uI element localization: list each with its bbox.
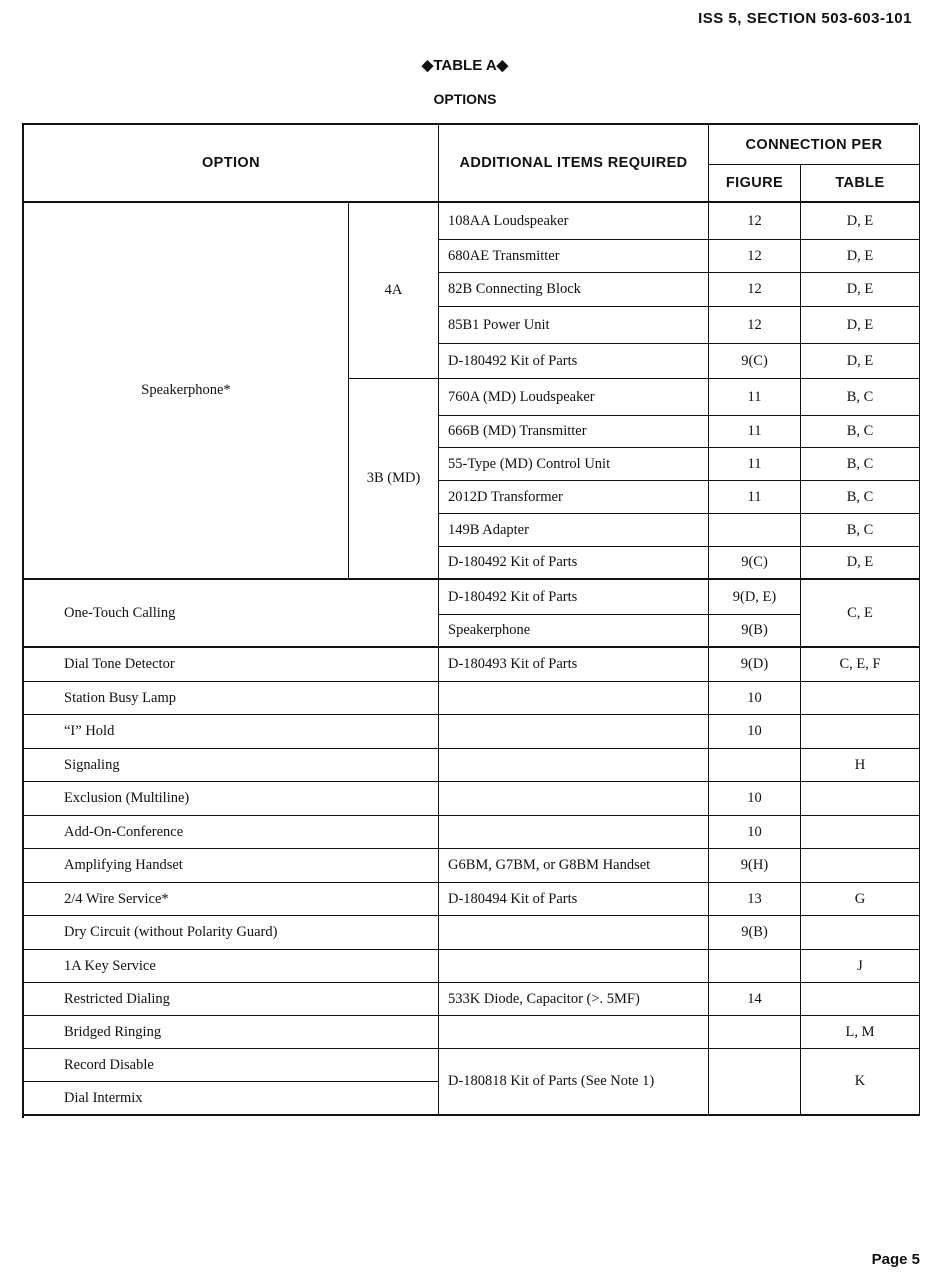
item-cell: D-180494 Kit of Parts [439, 883, 709, 916]
figure-cell: 12 [709, 203, 801, 240]
item-cell: 108AA Loudspeaker [439, 203, 709, 240]
header-items: ADDITIONAL ITEMS REQUIRED [439, 125, 709, 203]
item-cell: 760A (MD) Loudspeaker [439, 379, 709, 416]
item-cell [439, 1016, 709, 1049]
figure-cell [709, 749, 801, 782]
figure-cell: 11 [709, 379, 801, 416]
header-table: TABLE [801, 165, 920, 203]
table-cell: B, C [801, 379, 920, 416]
option-cell: Bridged Ringing [24, 1016, 439, 1049]
table-title [0, 56, 930, 74]
table-cell: C, E [801, 580, 920, 648]
item-cell: D-180493 Kit of Parts [439, 648, 709, 682]
option-cell: “I” Hold [24, 715, 439, 749]
table-cell: K [801, 1049, 920, 1116]
figure-cell [709, 1016, 801, 1049]
figure-cell: 12 [709, 240, 801, 273]
table-title-text: TABLE A [433, 57, 497, 74]
table-cell [801, 983, 920, 1016]
figure-cell: 13 [709, 883, 801, 916]
page-header: ISS 5, SECTION 503-603-101 [698, 10, 912, 27]
item-cell: D-180492 Kit of Parts [439, 547, 709, 580]
table-cell: D, E [801, 273, 920, 307]
options-table [22, 123, 918, 1118]
item-cell: Speakerphone [439, 615, 709, 648]
item-cell: 666B (MD) Transmitter [439, 416, 709, 448]
option-speakerphone: Speakerphone* [24, 203, 349, 580]
figure-cell: 10 [709, 715, 801, 749]
table-cell: D, E [801, 547, 920, 580]
option-cell: Restricted Dialing [24, 983, 439, 1016]
table-cell: D, E [801, 240, 920, 273]
option-cell: Dry Circuit (without Polarity Guard) [24, 916, 439, 950]
figure-cell: 9(C) [709, 344, 801, 379]
header-connection: CONNECTION PER [709, 125, 920, 165]
option-dial-intermix: Dial Intermix [24, 1082, 439, 1116]
figure-cell: 11 [709, 481, 801, 514]
item-cell: D-180818 Kit of Parts (See Note 1) [439, 1049, 709, 1116]
item-cell [439, 950, 709, 983]
item-cell [439, 682, 709, 715]
table-cell: D, E [801, 307, 920, 344]
item-cell: 2012D Transformer [439, 481, 709, 514]
option-cell: Dial Tone Detector [24, 648, 439, 682]
table-cell [801, 782, 920, 816]
figure-cell: 10 [709, 782, 801, 816]
option-cell: 2/4 Wire Service* [24, 883, 439, 916]
figure-cell: 14 [709, 983, 801, 1016]
item-cell [439, 749, 709, 782]
table-cell: D, E [801, 344, 920, 379]
group-3b-label: 3B (MD) [349, 379, 439, 580]
item-cell [439, 715, 709, 749]
figure-cell: 9(B) [709, 916, 801, 950]
option-cell: Signaling [24, 749, 439, 782]
group-4a-label: 4A [349, 203, 439, 379]
right-marker-icon: ◆ [496, 57, 509, 74]
item-cell [439, 916, 709, 950]
figure-cell: 9(D, E) [709, 580, 801, 615]
item-cell: 149B Adapter [439, 514, 709, 547]
figure-cell [709, 1049, 801, 1116]
item-cell: 55-Type (MD) Control Unit [439, 448, 709, 481]
table-cell [801, 715, 920, 749]
table-cell: D, E [801, 203, 920, 240]
item-cell [439, 816, 709, 849]
table-cell: J [801, 950, 920, 983]
figure-cell [709, 514, 801, 547]
item-cell: 533K Diode, Capacitor (>. 5MF) [439, 983, 709, 1016]
item-cell: D-180492 Kit of Parts [439, 344, 709, 379]
option-one-touch-calling: One-Touch Calling [24, 580, 439, 648]
figure-cell [709, 950, 801, 983]
item-cell: 680AE Transmitter [439, 240, 709, 273]
figure-cell: 11 [709, 448, 801, 481]
table-cell: L, M [801, 1016, 920, 1049]
option-cell: Add-On-Conference [24, 816, 439, 849]
table-cell [801, 849, 920, 883]
table-cell [801, 816, 920, 849]
left-marker-icon: ◆ [421, 57, 434, 74]
figure-cell: 11 [709, 416, 801, 448]
option-cell: Amplifying Handset [24, 849, 439, 883]
header-figure: FIGURE [709, 165, 801, 203]
figure-cell: 12 [709, 273, 801, 307]
option-cell: Station Busy Lamp [24, 682, 439, 715]
item-cell: 85B1 Power Unit [439, 307, 709, 344]
option-cell: Exclusion (Multiline) [24, 782, 439, 816]
table-cell: C, E, F [801, 648, 920, 682]
table-cell [801, 682, 920, 715]
table-cell [801, 916, 920, 950]
item-cell [439, 782, 709, 816]
figure-cell: 10 [709, 816, 801, 849]
table-cell: B, C [801, 514, 920, 547]
page-number: Page 5 [871, 1251, 920, 1268]
table-cell: G [801, 883, 920, 916]
figure-cell: 10 [709, 682, 801, 715]
figure-cell: 9(H) [709, 849, 801, 883]
table-subtitle: OPTIONS [433, 91, 497, 107]
item-cell: D-180492 Kit of Parts [439, 580, 709, 615]
table-cell: B, C [801, 481, 920, 514]
option-record-disable: Record Disable [24, 1049, 439, 1082]
table-cell: B, C [801, 416, 920, 448]
figure-cell: 9(D) [709, 648, 801, 682]
figure-cell: 9(C) [709, 547, 801, 580]
header-option: OPTION [24, 125, 439, 203]
table-cell: H [801, 749, 920, 782]
figure-cell: 9(B) [709, 615, 801, 648]
figure-cell: 12 [709, 307, 801, 344]
table-cell: B, C [801, 448, 920, 481]
item-cell: 82B Connecting Block [439, 273, 709, 307]
item-cell: G6BM, G7BM, or G8BM Handset [439, 849, 709, 883]
option-cell: 1A Key Service [24, 950, 439, 983]
